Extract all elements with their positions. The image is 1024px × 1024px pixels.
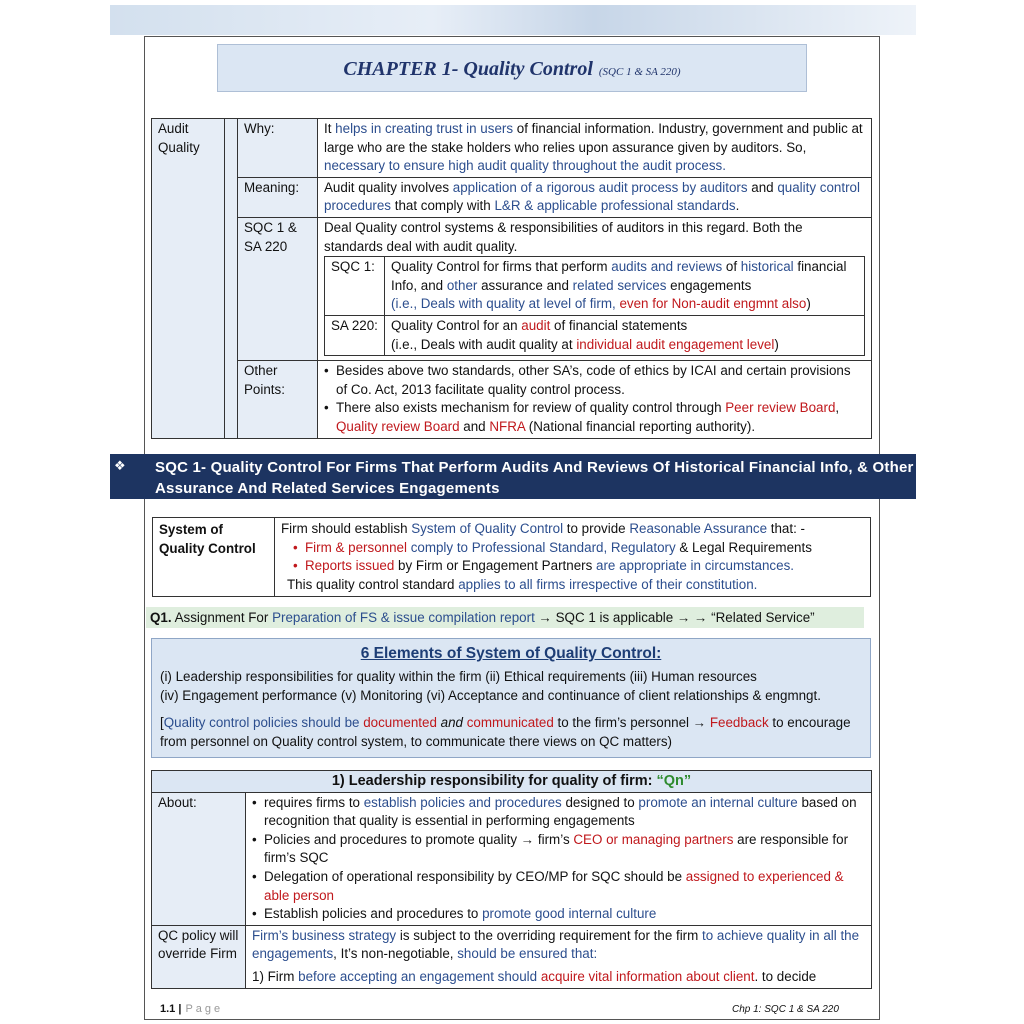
other-points-text	[318, 361, 872, 438]
audit-quality-label: Audit Quality	[152, 119, 225, 439]
six-elements-box	[151, 638, 871, 758]
sqc-sa-label: SQC 1 & SA 220	[238, 217, 318, 360]
system-of-quality-control-table	[152, 517, 871, 597]
q1-question-bar: Q1. Assignment For Preparation of FS & issue compilation report → SQC 1 is applicable → → “Related Service”	[146, 607, 864, 628]
q1-label: Q1.	[150, 610, 172, 625]
qc-policy-text: Firm’s business strategy is subject to the overriding requirement for the firm to achieve quality in all the engagements, It’s non-negotiable, should be ensured that: 1) Firm before accepting an engagement should acquire vital information about client. to decide	[246, 925, 872, 988]
meaning-label: Meaning:	[238, 177, 318, 217]
soqc-point-1: • Firm & personnel comply to Professional Standard, Regulatory & Legal Requirements	[293, 539, 864, 558]
about-point-2: • Policies and procedures to promote quality → firm’s CEO or managing partners are responsible for firm’s SQC	[252, 831, 865, 868]
why-text: It helps in creating trust in users of financial information. Industry, government and public at large who are the stake holders who relies upon assurance given by auditors. So, necessary to ensure high audit quality throughout the audit process.	[318, 119, 872, 178]
sqc-sa-cell	[318, 217, 872, 360]
elements-line-1: (i) Leadership responsibilities for quality within the firm (ii) Ethical requirements (iii) Human resources	[160, 669, 757, 684]
other-point-2: • There also exists mechanism for review of quality control through Peer review Board, Quality review Board and NFRA (National financial reporting authority).	[324, 399, 865, 436]
about-point-4: • Establish policies and procedures to promote good internal culture	[252, 905, 865, 924]
arrow-bullet-icon: ❖	[114, 458, 126, 473]
about-point-3: • Delegation of operational responsibility by CEO/MP for SQC should be assigned to experienced & able person	[252, 868, 865, 905]
qc-policy-label: QC policy will override Firm	[152, 925, 246, 988]
six-elements-title: 6 Elements of System of Quality Control:	[360, 645, 662, 662]
sqc1-banner-text: SQC 1- Quality Control For Firms That Perform Audits And Reviews Of Historical Financial Info, & Other Assurance And Related Services Engagements	[155, 459, 914, 497]
sa220-text: Quality Control for an audit of financial statements (i.e., Deals with audit quality at individual audit engagement level)	[385, 315, 865, 355]
sa220-label: SA 220:	[325, 315, 385, 355]
chapter-reference: Chp 1: SQC 1 & SA 220	[732, 1004, 839, 1015]
sqc1-text: Quality Control for firms that perform audits and reviews of historical financial Info, and other assurance and related services engagements (i.e., Deals with quality at level of firm, even for Non-audit engmnt also)	[385, 257, 865, 316]
sqc-sa-text: Deal Quality control systems & responsibilities of auditors in this regard. Both the standards deal with audit quality.	[324, 219, 803, 254]
chapter-title: CHAPTER 1- Quality Control	[343, 58, 593, 80]
elements-note: [Quality control policies should be documented and communicated to the firm’s personnel → Feedback to encourage from personnel on Quality control system, to communicate there views on QC matters)	[160, 715, 851, 749]
about-label: About:	[152, 792, 246, 925]
audit-quality-table	[151, 118, 872, 439]
page-number: 1.1 | Page	[160, 1003, 224, 1015]
sqc1-section-banner	[110, 454, 916, 499]
standards-subtable	[324, 256, 865, 356]
soqc-text: Firm should establish System of Quality Control to provide Reasonable Assurance that: - • Firm & personnel comply to Professional Standard, Regulatory & Legal Requirements • Reports issued by Firm or Engagement Partners are appropriate in circumstances. This quality control standard applies to all firms irrespective of their constitution.	[275, 518, 871, 597]
other-points-label: Other Points:	[238, 361, 318, 438]
soqc-point-2: • Reports issued by Firm or Engagement Partners are appropriate in circumstances.	[293, 557, 864, 576]
about-point-1: • requires firms to establish policies and procedures designed to promote an internal culture based on recognition that quality is essential in performing engagements	[252, 794, 865, 831]
soqc-label: System of Quality Control	[153, 518, 275, 597]
why-label: Why:	[238, 119, 318, 178]
leadership-table	[151, 770, 872, 989]
meaning-text: Audit quality involves application of a rigorous audit process by auditors and quality control procedures that comply with L&R & applicable professional standards.	[318, 177, 872, 217]
spacer-column	[225, 119, 238, 439]
chapter-title-box	[217, 44, 807, 92]
elements-line-2: (iv) Engagement performance (v) Monitoring (vi) Acceptance and continuance of client relationships & engmngt.	[160, 688, 821, 703]
sqc1-label: SQC 1:	[325, 257, 385, 316]
about-text	[246, 792, 872, 925]
other-point-1: • Besides above two standards, other SA’s, code of ethics by ICAI and certain provisions of Co. Act, 2013 facilitate quality control process.	[324, 362, 865, 399]
chapter-subtitle: (SQC 1 & SA 220)	[598, 66, 681, 78]
header-decoration	[110, 5, 916, 35]
leadership-heading: 1) Leadership responsibility for quality of firm: “Qn”	[152, 771, 872, 793]
